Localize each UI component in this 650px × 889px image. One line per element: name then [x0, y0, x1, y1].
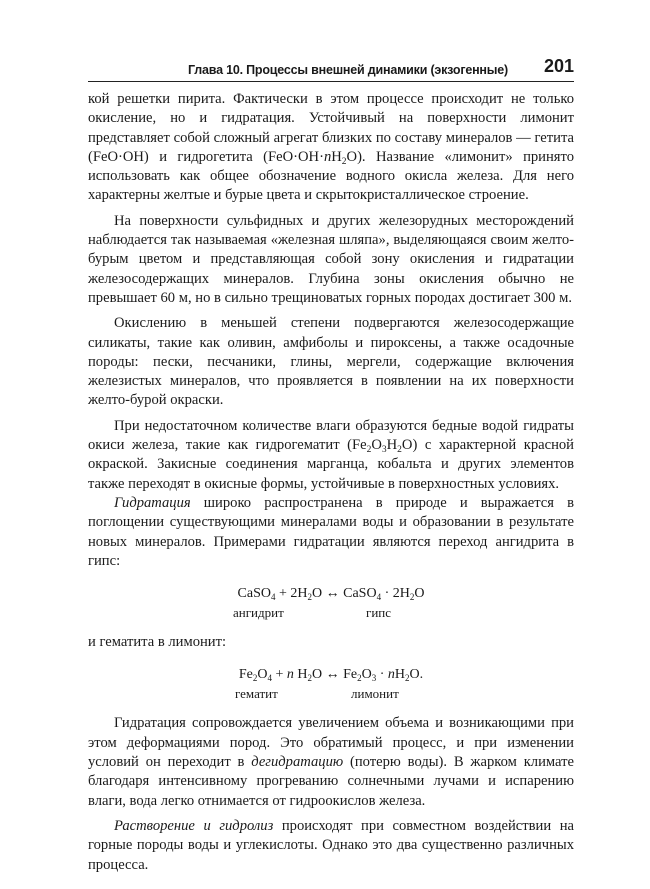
- term-hydration: Гидратация: [114, 494, 191, 511]
- equation-2-labels: [231, 684, 431, 700]
- paragraph-8: Растворение и гидролиз происходят при совместном воздействии на горные породы воды и углекислоты. Однако это два существенно различных процесса.: [88, 817, 575, 873]
- equation-1: CaSO$_4$ + $2H_2O$ ↔ CaSO$_4$ · $2H_2O$: [237, 586, 425, 603]
- paragraph-7: Гидратация сопровождается увеличением объема и возникающими при этом деформациями пород. Это обратимый процесс, и при изменении условий он переходит в дегидратацию (потерю воды). В жарком климате благодаря интенсивному прогреванию солнечными лучами и испарению влаги, вода легко отнимается от гидроокислов железа.: [88, 715, 574, 809]
- label-limonite: лимонит: [351, 686, 399, 702]
- equation-1-labels: [231, 603, 431, 619]
- equation-anhydrite-gypsum: [88, 585, 574, 619]
- page-number: 201: [543, 56, 574, 76]
- label-gypsum: гипс: [366, 605, 392, 621]
- paragraph-2: На поверхности сульфидных и других железорудных месторождений наблюдается так называемая «железная шляпа», выделяющаяся своим желто-бурым цветом и представляющая собой зону окисления и гидратации железосодержащих минералов. Глубина зоны окисления обычно не превышает 60 м, но в сильно трещиноватых горных породах достигает 300 м.: [88, 212, 574, 306]
- term-dissolution-hydrolysis: Растворение и гидролиз: [114, 817, 274, 834]
- page-body: [88, 90, 574, 875]
- paragraph-4: При недостаточном количестве влаги образуются бедные водой гидраты окиси железа, такие как гидрогематит $(Fe_2O_3H_2O)$ с характерной красной окраской. Закисные соединения марганца, кобальта и других элементов также переходят в окисные формы, устойчивые в поверхностных условиях.: [88, 417, 574, 492]
- paragraph-5: Гидратация широко распространена в природе и выражается в поглощении существующими минералами воды и образовании в результате новых минералов. Примерами гидратации являются переход ангидрита в гипс:: [88, 494, 574, 569]
- equation-2: $Fe_2O_4 + n$ $H_2O$ ↔ $Fe_2O_3 \cdot nH_2O$.: [238, 667, 424, 684]
- label-anhydrite: ангидрит: [233, 605, 284, 621]
- paragraph-1: кой решетки пирита. Фактически в этом процессе происходит не только окисление, но и гидратация. Устойчивый на поверхности лимонит представляет собой сложный агрегат близких по составу минералов — гетита (FeO·OH) и гидрогетита $(FeO\cdot OH\cdot nH_2O)$. Название «лимонит» принято использовать как общее обозначение водного окисла железа. Для него характерны желтые и бурые цвета и скрытокристаллическое строение.: [88, 91, 574, 204]
- paragraph-6: и гематита в лимонит:: [88, 634, 227, 651]
- chapter-title: Глава 10. Процессы внешней динамики (экзогенные): [188, 63, 508, 77]
- label-hematite: гематит: [235, 686, 278, 702]
- term-dehydration: дегидратацию: [251, 754, 344, 771]
- equation-hematite-limonite: [88, 666, 574, 700]
- paragraph-3: Окислению в меньшей степени подвергаются железосодержащие силикаты, такие как оливин, амфиболы и пироксены, а также осадочные породы: пески, песчаники, глины, мергели, содержащие включения железистых минералов, что проявляется в появлении на их поверхности желто-бурой окраски.: [88, 315, 574, 409]
- running-header: [88, 56, 574, 82]
